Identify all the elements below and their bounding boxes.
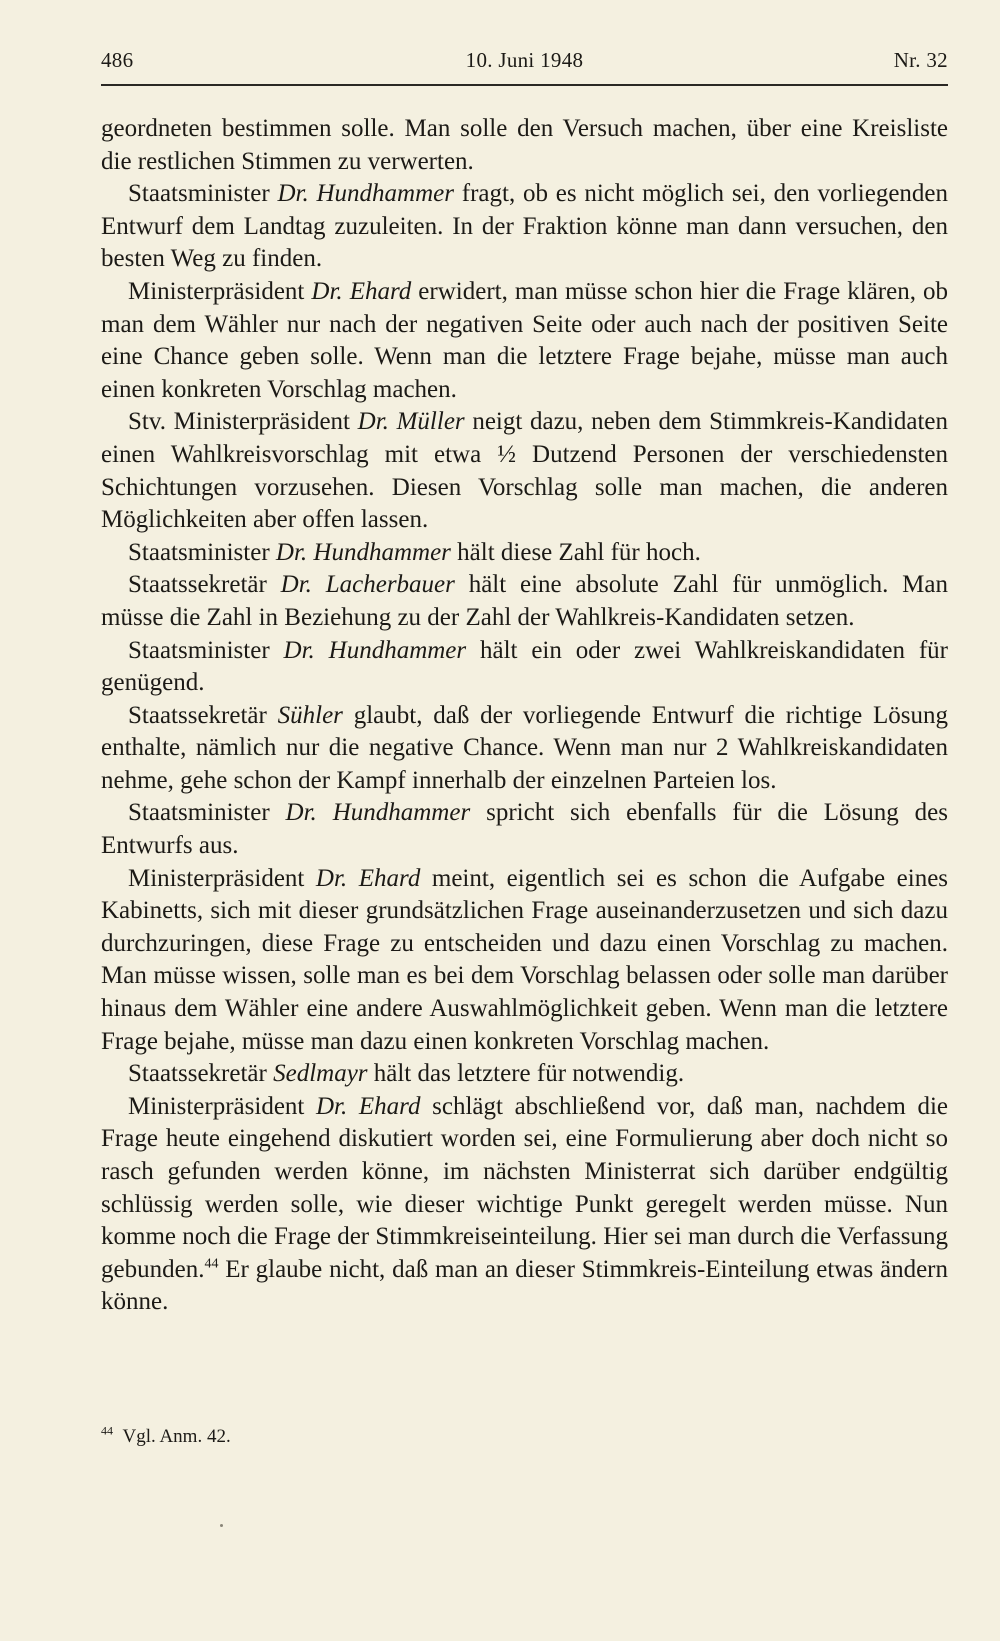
footnote — [101, 1425, 948, 1449]
speaker-role: Stv. Ministerpräsident — [128, 408, 358, 436]
speaker-role: Staatsminister — [128, 636, 284, 664]
paragraph-text: fragt, ob es nicht möglich sei, den vorliegenden Entwurf dem Landtag zuzuleiten. In der Fraktion könne man dann versuchen, den besten Weg zu finden. — [101, 180, 949, 273]
speaker-role: Staatsminister — [128, 799, 286, 827]
speaker-role: Ministerpräsident — [128, 864, 316, 892]
paragraph-text: hält diese Zahl für hoch. — [450, 538, 701, 566]
speaker-role: Staatssekretär — [128, 571, 281, 599]
speaker-role: Ministerpräsident — [128, 277, 312, 305]
paragraph — [101, 1058, 948, 1091]
paragraph-text: hält eine absolute Zahl für unmöglich. Man müsse die Zahl in Beziehung zu der Zahl der Wahlkreis-Kandidaten setzen. — [101, 571, 948, 631]
paragraph-text: hält das letztere für notwendig. — [367, 1060, 685, 1088]
paragraph — [101, 276, 948, 406]
paragraph-text: meint, eigentlich sei es schon die Aufgabe eines Kabinetts, sich mit dieser grundsätzlichen Frage auseinanderzusetzen und sich dazu durchzuringen, diese Frage zu entscheiden und dazu einen Vorschlag zu machen. Man müsse wissen, solle man es bei dem Vorschlag belassen oder solle man darüber hinaus dem Wähler eine andere Auswahlmöglichkeit geben. Wenn man die letztere Frage bejahe, müsse man dazu einen konkreten Vorschlag machen. — [101, 864, 949, 1055]
paragraph-text: hält ein oder zwei Wahlkreiskandidaten für genügend. — [101, 636, 949, 697]
paragraph-text: erwidert, man müsse schon hier die Frage klären, ob man dem Wähler nur nach der negativen Seite oder auch nach der positiven Seite eine Chance geben solle. Wenn man die letztere Frage bejahe, müsse man auch einen konkreten Vorschlag machen. — [101, 277, 948, 403]
speaker-role: Staatsminister — [128, 180, 278, 208]
speaker-title: Dr. — [280, 571, 326, 599]
running-header — [101, 48, 948, 86]
paragraph-text: neigt dazu, neben dem Stimmkreis-Kandidaten einen Wahlkreisvorschlag mit etwa ½ Dutzend Personen der verschiedensten Schichtungen vorzusehen. Diesen Vorschlag solle man machen, die anderen Möglichkeiten aber offen lassen. — [101, 408, 948, 534]
speaker-role: Staatssekretär — [128, 1060, 274, 1088]
speaker-title: Dr. — [275, 538, 314, 566]
body-text — [101, 113, 948, 1319]
speaker-title: Dr. — [277, 180, 317, 208]
page-number: 486 — [101, 48, 134, 72]
paragraph — [101, 569, 948, 634]
paragraph — [101, 700, 948, 798]
header-date: 10. Juni 1948 — [465, 48, 584, 72]
paragraph-text: spricht sich ebenfalls für die Lösung des Entwurfs aus. — [101, 799, 948, 860]
paragraph — [101, 178, 948, 276]
speaker-name: Ehard — [358, 864, 421, 892]
paragraph-text: glaubt, daß der vorliegende Entwurf die richtige Lösung enthalte, nämlich nur die negative Chance. Wenn man nur 2 Wahlkreiskandidaten nehme, gehe schon der Kampf innerhalb der einzelnen Parteien los. — [101, 701, 948, 794]
speaker-role: Ministerpräsident — [128, 1092, 316, 1120]
speaker-name: Hundhammer — [328, 636, 467, 664]
speaker-title: Dr. — [316, 1092, 359, 1120]
paragraph-text-continued: Er glaube nicht, daß man an dieser Stimmkreis-Einteilung etwas ändern könne. — [101, 1255, 948, 1316]
paragraph — [101, 635, 948, 700]
speaker-title: Dr. — [283, 636, 329, 664]
speaker-role: Staatsminister — [128, 538, 276, 566]
footnote-number: 44 — [101, 1423, 113, 1438]
paragraph — [101, 537, 948, 570]
paragraph — [101, 1091, 948, 1319]
speaker-name: Lacherbauer — [325, 571, 455, 599]
speaker-title: Dr. — [285, 799, 333, 827]
speaker-title: Dr. — [311, 277, 350, 305]
footnote-reference[interactable]: 44 — [204, 1256, 219, 1272]
paragraph — [101, 797, 948, 862]
speaker-name: Sedlmayr — [273, 1060, 368, 1088]
paragraph — [101, 113, 948, 178]
paragraph — [101, 863, 948, 1059]
paragraph-text: schlägt abschließend vor, daß man, nachdem die Frage heute eingehend diskutiert worden sei, eine Formulierung aber doch nicht so rasch gefunden werden könne, im nächsten Ministerrat sich darüber endgültig schlüssig werden solle, wie dieser wichtige Punkt geregelt werden müsse. Nun komme noch die Frage der Stimmkreiseinteilung. Hier sei man durch die Verfassung gebunden. — [101, 1092, 949, 1283]
speaker-name: Hundhammer — [332, 799, 471, 827]
footnote-text: Vgl. Anm. 42. — [122, 1426, 231, 1447]
paragraph-text: geordneten bestimmen solle. Man solle den Versuch machen, über eine Kreisliste die restlichen Stimmen zu verwerten. — [101, 115, 948, 175]
document-number: Nr. 32 — [893, 48, 948, 72]
speaker-role: Staatssekretär — [128, 701, 278, 729]
speaker-name: Ehard — [358, 1092, 421, 1120]
speaker-name: Sühler — [277, 701, 343, 729]
speaker-name: Hundhammer — [316, 180, 454, 208]
paper-speck — [220, 1524, 223, 1527]
speaker-title: Dr. — [357, 408, 397, 436]
speaker-name: Müller — [396, 408, 465, 436]
speaker-title: Dr. — [315, 864, 359, 892]
speaker-name: Ehard — [349, 277, 412, 305]
paragraph — [101, 406, 948, 536]
speaker-name: Hundhammer — [313, 538, 451, 566]
